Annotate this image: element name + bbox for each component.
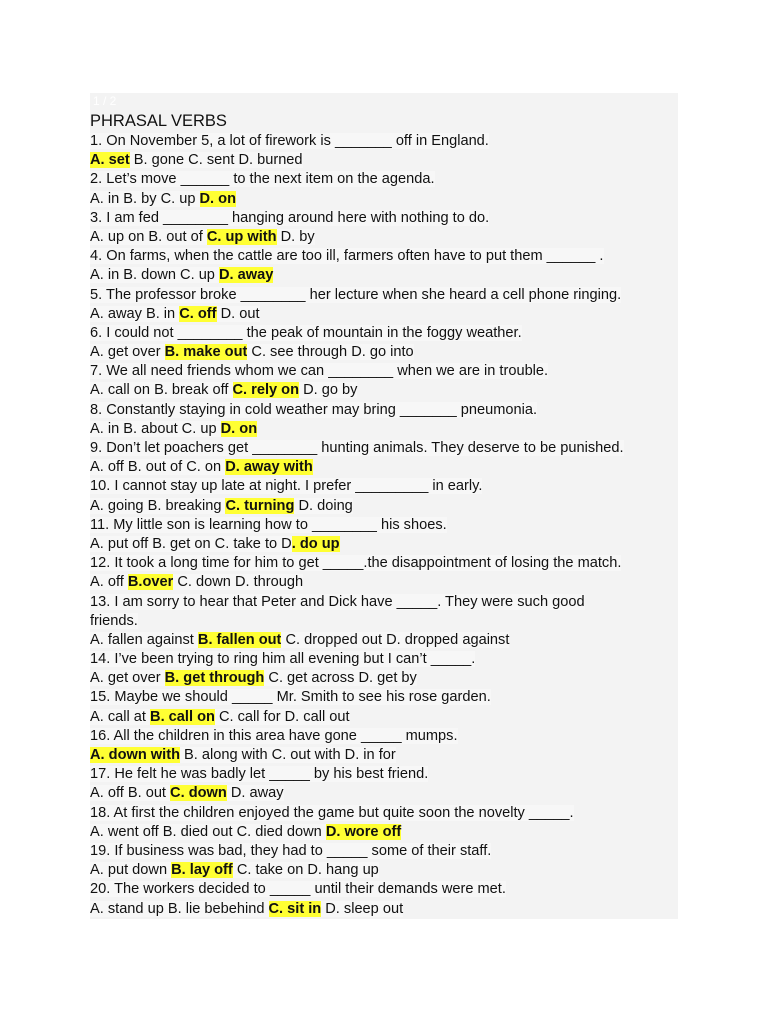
text-segment: 6. I could not ________ the peak of mountain in the foggy weather. xyxy=(90,324,522,341)
text-segment: 19. If business was bad, they had to _____ some of their staff. xyxy=(90,842,492,859)
text-line xyxy=(90,209,678,228)
text-segment: A. put down xyxy=(90,862,172,879)
highlighted-answer: A. set xyxy=(90,152,130,169)
text-segment: B. along with C. out with D. in for xyxy=(179,747,396,763)
text-line xyxy=(90,842,678,861)
text-segment: 1. On November 5, a lot of firework is _______ off in England. xyxy=(90,133,489,149)
text-segment: A. off xyxy=(90,574,128,591)
text-line xyxy=(90,631,678,650)
text-segment: C. dropped out D. dropped against xyxy=(281,631,510,648)
highlighted-answer: C. turning xyxy=(225,497,295,514)
text-segment: B. gone C. sent D. burned xyxy=(129,152,303,169)
text-segment: A. call on B. break off xyxy=(90,382,233,399)
text-segment: 15. Maybe we should _____ Mr. Smith to see his rose garden. xyxy=(90,689,491,706)
text-segment: 16. All the children in this area have gone _____ mumps. xyxy=(90,727,458,744)
text-segment: 17. He felt he was badly let _____ by his best friend. xyxy=(90,766,429,783)
text-segment: C. get across D. get by xyxy=(264,670,417,687)
text-segment: 9. Don’t let poachers get ________ hunting animals. They deserve to be punished. xyxy=(90,440,624,456)
text-segment: A. get over xyxy=(90,670,165,687)
highlighted-answer: D. away xyxy=(218,267,274,284)
text-line xyxy=(90,554,678,573)
highlighted-answer: D. away with xyxy=(225,459,313,476)
highlighted-answer: D. on xyxy=(199,190,236,207)
text-segment: 14. I’ve been trying to ring him all evening but I can’t _____. xyxy=(90,651,476,668)
text-line xyxy=(90,305,678,324)
text-segment: 8. Constantly staying in cold weather may bring _______ pneumonia. xyxy=(90,401,538,418)
text-line xyxy=(90,535,678,554)
text-line xyxy=(90,784,678,803)
text-line xyxy=(90,688,678,707)
text-line xyxy=(90,190,678,209)
text-line xyxy=(90,804,678,823)
text-segment: 5. The professor broke ________ her lecture when she heard a cell phone ringing. xyxy=(90,286,622,303)
text-segment: A. fallen against xyxy=(90,631,198,648)
text-line xyxy=(90,458,678,477)
highlighted-answer: A. down with xyxy=(90,747,180,763)
document-body xyxy=(90,132,678,919)
highlighted-answer: B. lay off xyxy=(171,862,233,879)
text-line xyxy=(90,439,678,458)
page-number: 1 / 2 xyxy=(93,94,117,108)
highlighted-answer: C. down xyxy=(170,785,227,802)
text-segment: 2. Let’s move ______ to the next item on the agenda. xyxy=(90,171,435,188)
text-line xyxy=(90,823,678,842)
text-line xyxy=(90,324,678,343)
text-segment: C. down D. through xyxy=(173,574,304,591)
text-line xyxy=(90,266,678,285)
text-line xyxy=(90,593,678,612)
text-segment: A. in B. about C. up xyxy=(90,420,221,437)
highlighted-answer: B. get through xyxy=(164,670,265,687)
text-segment: A. went off B. died out C. died down xyxy=(90,823,326,840)
text-segment: 7. We all need friends whom we can ________ when we are in trouble. xyxy=(90,363,549,380)
text-line xyxy=(90,362,678,381)
text-line xyxy=(90,727,678,746)
text-segment: A. away B. in xyxy=(90,305,180,322)
text-line xyxy=(90,861,678,880)
text-line xyxy=(90,228,678,247)
text-line xyxy=(90,746,678,765)
text-line xyxy=(90,880,678,899)
text-line xyxy=(90,151,678,170)
highlighted-answer: D. wore off xyxy=(325,823,402,840)
text-segment: 13. I am sorry to hear that Peter and Dick have _____. They were such good xyxy=(90,593,585,610)
text-line xyxy=(90,669,678,688)
text-segment: A. off B. out of C. on xyxy=(90,459,226,476)
text-line xyxy=(90,497,678,516)
text-line xyxy=(90,612,678,631)
text-segment: A. up on B. out of xyxy=(90,228,207,245)
highlighted-answer: B.over xyxy=(127,574,174,591)
text-line xyxy=(90,381,678,400)
document-title: PHRASAL VERBS xyxy=(90,112,227,130)
highlighted-answer: B. make out xyxy=(164,344,248,361)
text-segment: 4. On farms, when the cattle are too ill, farmers often have to put them ______ . xyxy=(90,248,604,265)
highlighted-answer: . do up xyxy=(291,535,340,552)
text-segment: 11. My little son is learning how to ________ his shoes. xyxy=(90,516,447,533)
text-line xyxy=(90,765,678,784)
text-segment: A. stand up B. lie bebehind xyxy=(90,900,269,917)
text-line xyxy=(90,900,678,919)
text-segment: friends. xyxy=(90,612,138,629)
text-line xyxy=(90,420,678,439)
text-line xyxy=(90,132,678,151)
text-line xyxy=(90,170,678,189)
text-line xyxy=(90,343,678,362)
text-segment: A. in B. by C. up xyxy=(90,190,200,207)
highlighted-answer: D. on xyxy=(220,420,258,437)
text-segment: D. by xyxy=(276,228,315,245)
text-segment: 12. It took a long time for him to get _____.the disappointment of losing the match. xyxy=(90,555,622,572)
text-segment: A. off B. out xyxy=(90,785,171,802)
text-segment: A. in B. down C. up xyxy=(90,267,219,284)
text-segment: 3. I am fed ________ hanging around here with nothing to do. xyxy=(90,209,490,226)
text-segment: A. going B. breaking xyxy=(90,497,226,514)
text-segment: 18. At first the children enjoyed the game but quite soon the novelty _____. xyxy=(90,804,574,821)
text-segment: D. sleep out xyxy=(321,900,404,917)
highlighted-answer: C. sit in xyxy=(268,900,322,917)
text-segment: A. put off B. get on C. take to D xyxy=(90,535,292,552)
highlighted-answer: B. call on xyxy=(150,708,215,725)
text-segment: D. doing xyxy=(294,497,353,514)
text-line xyxy=(90,247,678,266)
text-line xyxy=(90,573,678,592)
text-segment: C. see through D. go into xyxy=(247,344,414,361)
highlighted-answer: C. rely on xyxy=(232,382,300,399)
text-segment: A. call at xyxy=(90,708,151,725)
text-segment: D. out xyxy=(216,305,260,322)
highlighted-answer: C. off xyxy=(179,305,217,322)
text-line xyxy=(90,516,678,535)
highlighted-answer: C. up with xyxy=(206,228,277,245)
text-segment: C. call for D. call out xyxy=(214,708,350,725)
text-line xyxy=(90,650,678,669)
text-segment: 20. The workers decided to _____ until their demands were met. xyxy=(90,881,506,898)
text-segment: 10. I cannot stay up late at night. I prefer _________ in early. xyxy=(90,478,483,495)
text-segment: A. get over xyxy=(90,344,165,361)
highlighted-answer: B. fallen out xyxy=(197,631,282,648)
text-line xyxy=(90,708,678,727)
text-segment: C. take on D. hang up xyxy=(232,862,379,879)
text-segment: D. go by xyxy=(299,382,358,399)
text-segment: D. away xyxy=(226,785,284,802)
text-line xyxy=(90,286,678,305)
text-line xyxy=(90,401,678,420)
text-line xyxy=(90,477,678,496)
